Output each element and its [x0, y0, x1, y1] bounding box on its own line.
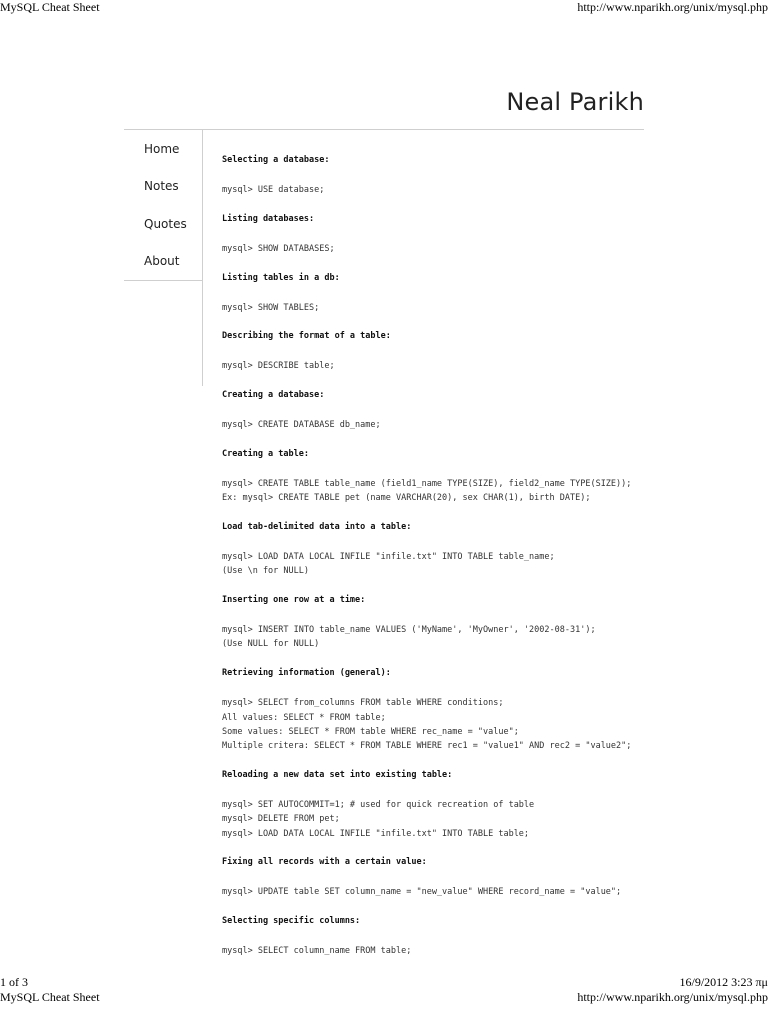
print-header-url: http://www.nparikh.org/unix/mysql.php	[577, 0, 768, 14]
section-heading: Selecting specific columns:	[222, 916, 361, 927]
side-nav	[124, 130, 204, 280]
section-load-data	[222, 522, 762, 579]
code-line: mysql> USE database;	[222, 185, 325, 195]
nav-item-home[interactable]: Home	[144, 141, 180, 156]
code-line: All values: SELECT * FROM table;	[222, 712, 386, 723]
section-list-databases	[222, 214, 762, 256]
section-reload-data	[222, 770, 762, 841]
site-title[interactable]: Neal Parikh	[506, 88, 644, 116]
section-heading: Listing databases:	[222, 213, 315, 224]
code-line: mysql> SELECT from_columns FROM table WHERE conditions;	[222, 698, 504, 709]
section-heading: Listing tables in a db:	[222, 272, 340, 283]
print-footer-url: http://www.nparikh.org/unix/mysql.php	[577, 990, 768, 1004]
section-heading: Creating a table:	[222, 448, 309, 459]
code-line: mysql> UPDATE table SET column_name = "new_value" WHERE record_name = "value";	[222, 887, 622, 898]
code-line: Ex: mysql> CREATE TABLE pet (name VARCHAR(20), sex CHAR(1), birth DATE);	[222, 493, 591, 504]
section-heading: Load tab-delimited data into a table:	[222, 522, 412, 533]
code-line: mysql> INSERT INTO table_name VALUES ('MyName', 'MyOwner', '2002-08-31');	[222, 625, 596, 636]
code-line: mysql> CREATE DATABASE db_name;	[222, 420, 381, 431]
section-retrieve-info	[222, 668, 762, 753]
section-insert-row	[222, 595, 762, 652]
code-line: mysql> CREATE TABLE table_name (field1_name TYPE(SIZE), field2_name TYPE(SIZE));	[222, 478, 632, 489]
print-datetime: 16/9/2012 3:23 πμ	[679, 975, 768, 989]
section-heading: Describing the format of a table:	[222, 331, 391, 342]
print-footer-title: MySQL Cheat Sheet	[0, 990, 100, 1004]
code-line: mysql> SELECT column_name FROM table;	[222, 946, 412, 957]
nav-vertical-divider	[202, 130, 203, 386]
section-heading: Reloading a new data set into existing table:	[222, 769, 453, 780]
print-footer	[0, 975, 768, 1023]
section-heading: Selecting a database:	[222, 155, 330, 165]
section-create-table	[222, 449, 762, 506]
section-heading: Retrieving information (general):	[222, 668, 391, 679]
section-create-database	[222, 390, 762, 432]
page-count: 1 of 3	[0, 975, 28, 989]
section-fix-records	[222, 857, 762, 899]
print-header-title: MySQL Cheat Sheet	[0, 0, 100, 14]
code-line: mysql> SHOW DATABASES;	[222, 243, 335, 254]
code-line: mysql> SET AUTOCOMMIT=1; # used for quick recreation of table	[222, 799, 535, 810]
code-line: Some values: SELECT * FROM table WHERE rec_name = "value";	[222, 726, 519, 737]
code-line: mysql> LOAD DATA LOCAL INFILE "infile.txt" INTO TABLE table_name;	[222, 552, 555, 563]
section-list-tables	[222, 273, 762, 315]
code-line: mysql> LOAD DATA LOCAL INFILE "infile.txt" INTO TABLE table;	[222, 828, 530, 839]
code-line: (Use NULL for NULL)	[222, 639, 320, 650]
code-line: mysql> SHOW TABLES;	[222, 302, 320, 313]
code-line: mysql> DELETE FROM pet;	[222, 814, 340, 825]
section-select-columns	[222, 916, 762, 958]
section-heading: Inserting one row at a time:	[222, 595, 366, 606]
code-line: mysql> DESCRIBE table;	[222, 361, 335, 372]
main-content	[222, 155, 762, 975]
section-heading: Creating a database:	[222, 390, 325, 401]
nav-item-quotes[interactable]: Quotes	[144, 216, 187, 231]
section-describe-table	[222, 331, 762, 373]
section-heading: Fixing all records with a certain value:	[222, 857, 427, 868]
code-line: (Use \n for NULL)	[222, 566, 309, 577]
nav-item-about[interactable]: About	[144, 254, 180, 269]
nav-item-notes[interactable]: Notes	[144, 179, 179, 194]
section-select-database	[222, 155, 762, 197]
nav-divider	[124, 280, 202, 281]
code-line: Multiple critera: SELECT * FROM TABLE WHERE rec1 = "value1" AND rec2 = "value2";	[222, 741, 632, 752]
print-header	[0, 0, 768, 14]
